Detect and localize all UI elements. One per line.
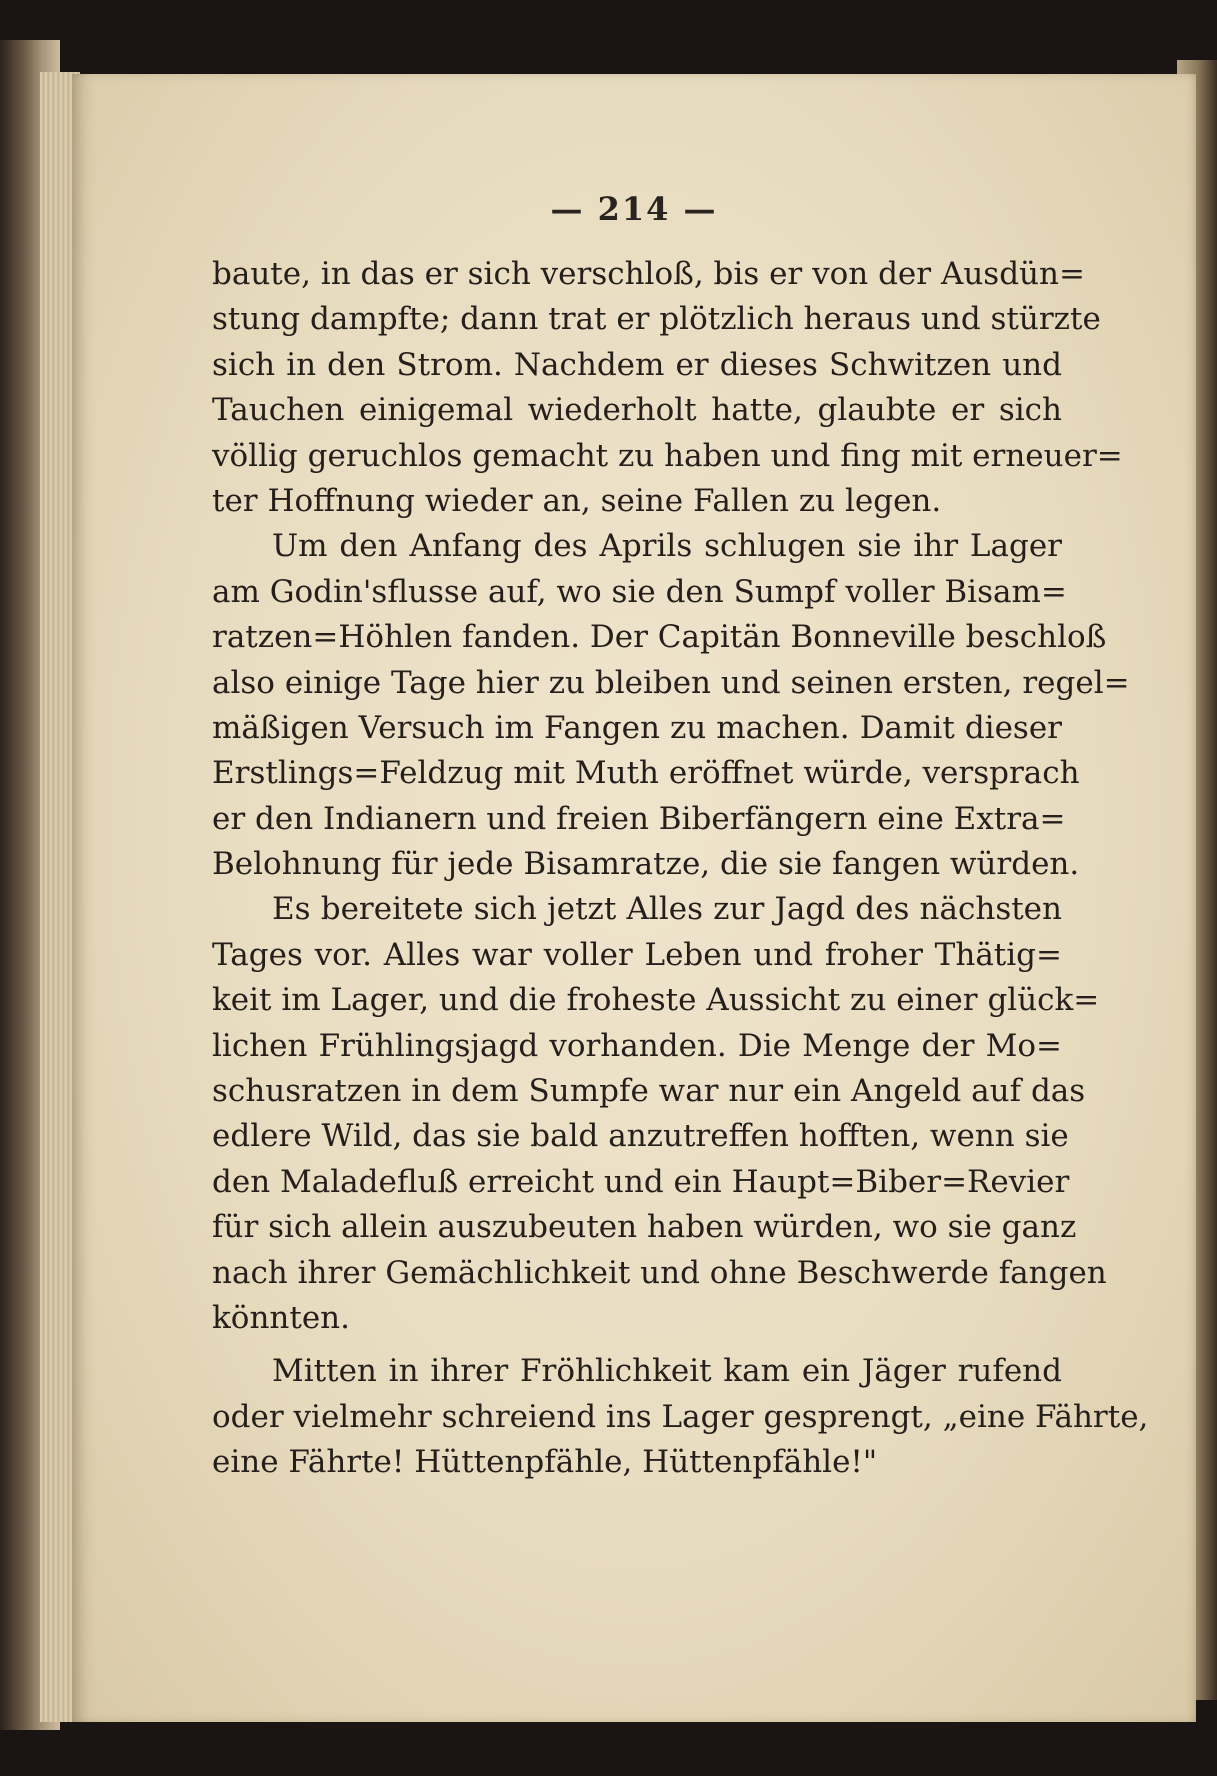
page-text <box>212 252 1149 1486</box>
paragraph-gap <box>212 1341 1062 1349</box>
text-line: Belohnung für jede Bisamratze, die sie fangen würden. <box>212 846 1080 883</box>
text-line: keit im Lager, und die froheste Aussicht zu einer glück= <box>212 982 1100 1019</box>
text-line: baute, in das er sich verschloß, bis er von der Ausdün= <box>212 256 1085 292</box>
text-line: Es bereitete sich jetzt Alles zur Jagd des nächsten <box>272 891 1062 928</box>
text-line: oder vielmehr schreiend ins Lager gesprengt, „eine Fährte, <box>212 1398 1149 1435</box>
paragraph-2 <box>212 524 1130 887</box>
text-line: mäßigen Versuch im Fangen zu machen. Damit dieser <box>212 709 1062 746</box>
text-line: Mitten in ihrer Fröhlichkeit kam ein Jäger rufend <box>272 1353 1062 1390</box>
text-line: könnten. <box>212 1299 351 1336</box>
text-line: lichen Frühlingsjagd vorhanden. Die Menge der Mo= <box>212 1027 1062 1064</box>
text-line: Tages vor. Alles war voller Leben und froher Thätig= <box>212 936 1062 973</box>
text-line: ratzen=Höhlen fanden. Der Capitän Bonneville beschloß <box>212 619 1107 656</box>
text-line: sich in den Strom. Nachdem er dieses Schwitzen und <box>212 346 1062 383</box>
text-line: ter Hoffnung wieder an, seine Fallen zu legen. <box>212 482 942 519</box>
text-line: schusratzen in dem Sumpfe war nur ein Angeld auf das <box>212 1073 1086 1110</box>
text-line: völlig geruchlos gemacht zu haben und fing mit erneuer= <box>212 437 1123 474</box>
text-line: edlere Wild, das sie bald anzutreffen hofften, wenn sie <box>212 1118 1069 1155</box>
book-page <box>72 74 1196 1722</box>
text-line: am Godin'sflusse auf, wo sie den Sumpf voller Bisam= <box>212 573 1067 610</box>
text-line: eine Fährte! Hüttenpfähle, Hüttenpfähle!" <box>212 1444 878 1481</box>
text-line: also einige Tage hier zu bleiben und seinen ersten, regel= <box>212 664 1130 701</box>
paragraph-1 <box>212 252 1123 524</box>
text-line: Tauchen einigemal wiederholt hatte, glaubte er sich <box>212 392 1062 429</box>
page-number: — 214 — <box>550 190 718 228</box>
text-line: Um den Anfang des Aprils schlugen sie ihr Lager <box>272 528 1062 565</box>
text-line: den Maladefluß erreicht und ein Haupt=Biber=Revier <box>212 1163 1070 1200</box>
text-line: nach ihrer Gemächlichkeit und ohne Beschwerde fangen <box>212 1254 1107 1291</box>
text-line: für sich allein auszubeuten haben würden, wo sie ganz <box>212 1209 1077 1246</box>
paragraph-4 <box>212 1349 1149 1485</box>
text-line: Erstlings=Feldzug mit Muth eröffnet würde, versprach <box>212 755 1080 792</box>
paragraph-3 <box>212 887 1107 1341</box>
text-line: stung dampfte; dann trat er plötzlich heraus und stürzte <box>212 301 1101 338</box>
text-line: er den Indianern und freien Biberfängern eine Extra= <box>212 800 1066 837</box>
